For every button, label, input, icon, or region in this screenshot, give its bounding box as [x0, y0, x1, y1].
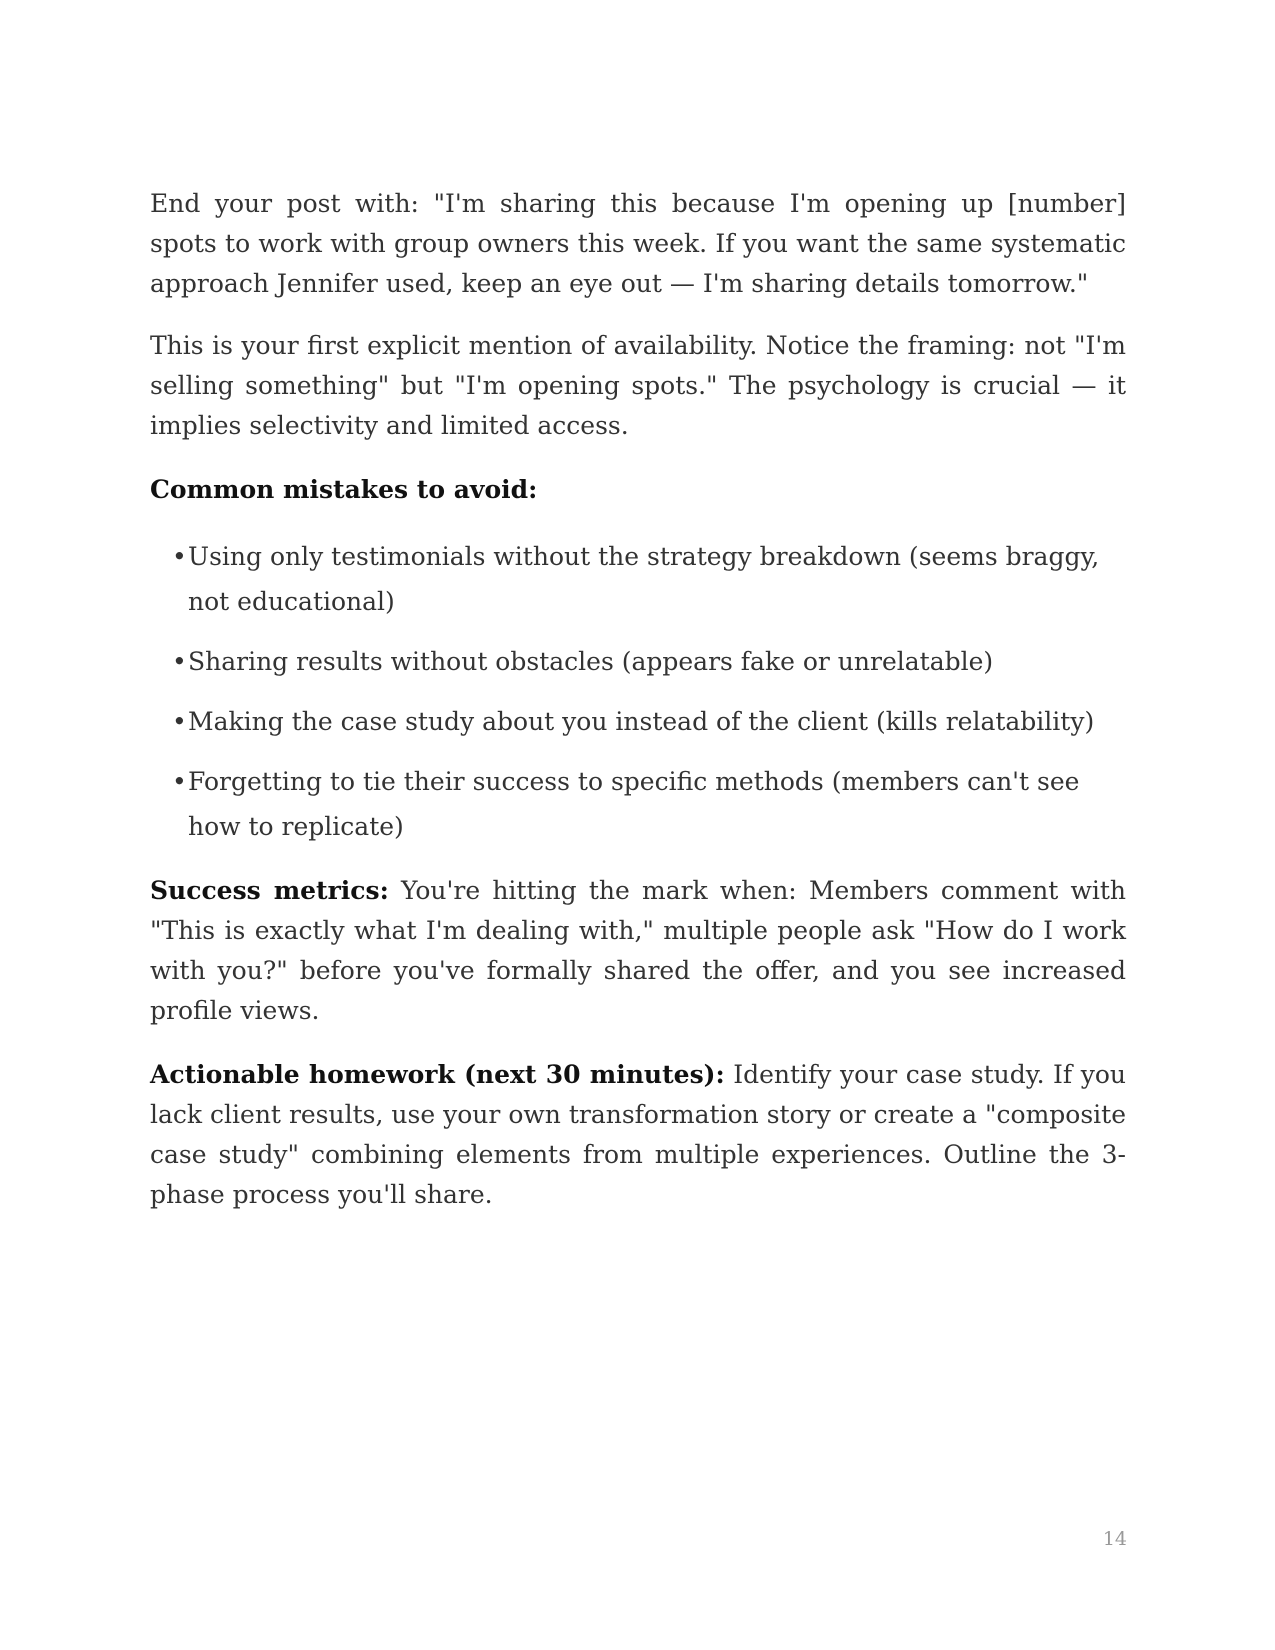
bullet-icon: • [172, 647, 187, 676]
success-metrics-text: You're hitting the mark when: Members comment with "This is exactly what I'm dealing with," multiple people ask "How do I work with you?" before you've formally shared the offer, and you see increased profile views. [150, 876, 1126, 1025]
success-metrics-label: Success metrics: [150, 876, 389, 905]
list-item-text: Forgetting to tie their success to specific methods (members can't see how to replicate) [188, 767, 1080, 841]
bullet-icon: • [172, 707, 187, 736]
list-item [172, 759, 1126, 849]
homework-label: Actionable homework (next 30 minutes): [150, 1060, 725, 1089]
list-item [172, 699, 1126, 744]
list-item-text: Making the case study about you instead of the client (kills relatability) [188, 707, 1095, 736]
list-item [172, 639, 1126, 684]
paragraph-availability: This is your first explicit mention of availability. Notice the framing: not "I'm selling something" but "I'm opening spots." The psychology is crucial — it implies selectivity and limited access. [150, 331, 1126, 440]
bullet-icon: • [172, 542, 187, 571]
page-number: 14 [1102, 1528, 1127, 1550]
bullet-icon: • [172, 767, 187, 796]
list-item [172, 534, 1126, 624]
homework-text: Identify your case study. If you lack client results, use your own transformation story or create a "composite case study" combining elements from multiple experiences. Outline the 3-phase process you'll share. [150, 1060, 1126, 1209]
list-item-text: Sharing results without obstacles (appears fake or unrelatable) [188, 647, 994, 676]
list-item-text: Using only testimonials without the strategy breakdown (seems braggy, not educational) [188, 542, 1100, 616]
homework-paragraph [150, 1055, 1126, 1215]
success-metrics-paragraph [150, 871, 1126, 1031]
paragraph-post-ending: End your post with: "I'm sharing this because I'm opening up [number] spots to work with group owners this week. If you want the same systematic approach Jennifer used, keep an eye out — I'm sharing details tomorrow." [150, 189, 1126, 298]
mistakes-list [150, 534, 1126, 849]
mistakes-heading: Common mistakes to avoid: [150, 475, 538, 504]
document-page [150, 184, 1126, 1215]
